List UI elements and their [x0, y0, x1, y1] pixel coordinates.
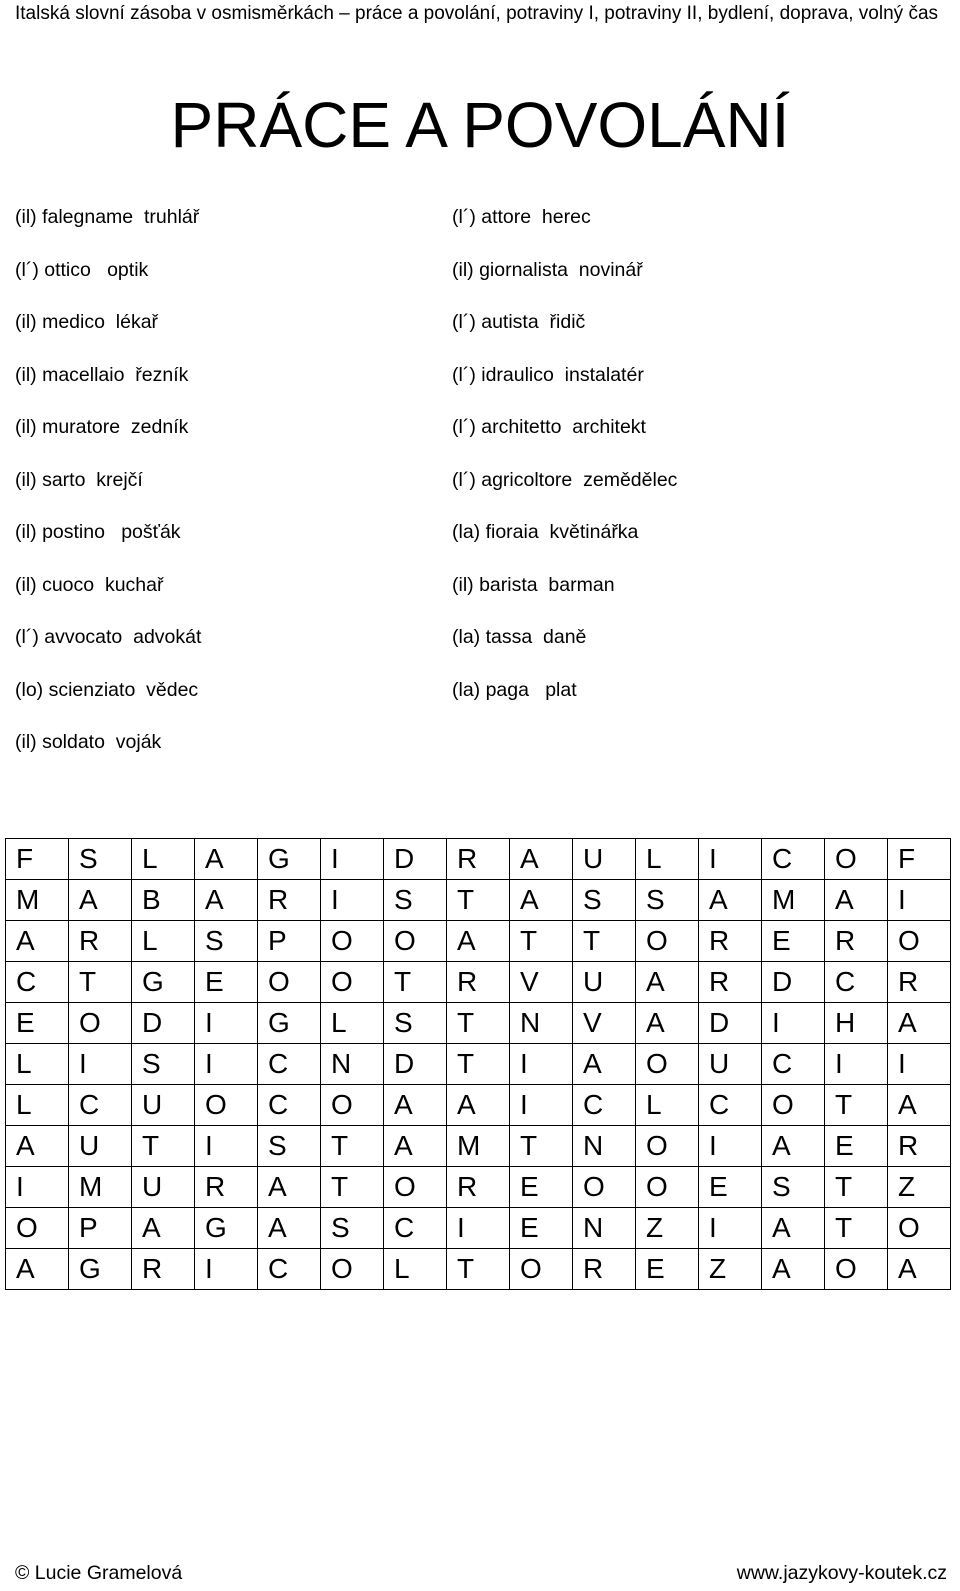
grid-cell: M — [762, 880, 825, 921]
vocab-item: (l´) agricoltore zemědělec — [452, 468, 678, 491]
grid-cell: C — [6, 962, 69, 1003]
grid-cell: C — [69, 1085, 132, 1126]
grid-cell: L — [636, 1085, 699, 1126]
grid-cell: S — [321, 1208, 384, 1249]
grid-cell: O — [762, 1085, 825, 1126]
vocab-list-left — [15, 203, 201, 781]
grid-cell: A — [636, 1003, 699, 1044]
grid-cell: C — [762, 1044, 825, 1085]
grid-cell: A — [195, 839, 258, 880]
grid-cell: O — [825, 839, 888, 880]
grid-cell: A — [195, 880, 258, 921]
grid-cell: U — [699, 1044, 762, 1085]
grid-cell: I — [447, 1208, 510, 1249]
grid-cell: I — [699, 1126, 762, 1167]
grid-cell: G — [258, 839, 321, 880]
grid-cell: I — [699, 839, 762, 880]
vocab-item: (il) barista barman — [452, 573, 615, 596]
grid-cell: O — [636, 1044, 699, 1085]
grid-cell: O — [888, 1208, 951, 1249]
grid-cell: B — [132, 880, 195, 921]
grid-cell: A — [636, 962, 699, 1003]
grid-cell: O — [888, 921, 951, 962]
grid-cell: S — [384, 1003, 447, 1044]
grid-cell: N — [573, 1208, 636, 1249]
grid-cell: R — [195, 1167, 258, 1208]
grid-cell: V — [510, 962, 573, 1003]
grid-cell: O — [636, 1126, 699, 1167]
grid-cell: U — [132, 1085, 195, 1126]
grid-cell: Z — [636, 1208, 699, 1249]
grid-cell: O — [321, 921, 384, 962]
grid-cell: R — [447, 1167, 510, 1208]
grid-cell: E — [195, 962, 258, 1003]
grid-cell: I — [699, 1208, 762, 1249]
grid-cell: I — [510, 1044, 573, 1085]
grid-cell: R — [132, 1249, 195, 1290]
grid-cell: C — [258, 1085, 321, 1126]
grid-cell: E — [699, 1167, 762, 1208]
grid-cell: T — [447, 1249, 510, 1290]
grid-cell: S — [762, 1167, 825, 1208]
vocab-item: (l´) autista řidič — [452, 311, 586, 333]
grid-cell: T — [510, 1126, 573, 1167]
grid-cell: R — [888, 962, 951, 1003]
page-title: PRÁCE A POVOLÁNÍ — [170, 89, 790, 161]
grid-cell: A — [447, 1085, 510, 1126]
vocab-item: (il) soldato voják — [15, 731, 162, 753]
grid-cell: T — [447, 880, 510, 921]
grid-cell: R — [69, 921, 132, 962]
grid-cell: G — [132, 962, 195, 1003]
grid-cell: A — [762, 1208, 825, 1249]
grid-cell: E — [510, 1208, 573, 1249]
grid-cell: D — [132, 1003, 195, 1044]
grid-cell: T — [69, 962, 132, 1003]
vocab-item: (l´) ottico optik — [15, 258, 149, 281]
grid-cell: C — [699, 1085, 762, 1126]
grid-cell: S — [573, 880, 636, 921]
grid-cell: L — [636, 839, 699, 880]
grid-cell: A — [6, 1126, 69, 1167]
grid-cell: V — [573, 1003, 636, 1044]
grid-row — [6, 1003, 951, 1044]
grid-cell: A — [888, 1003, 951, 1044]
grid-cell: C — [258, 1044, 321, 1085]
vocab-item: (il) postino pošťák — [15, 521, 181, 543]
grid-cell: A — [132, 1208, 195, 1249]
grid-cell: Z — [699, 1249, 762, 1290]
grid-cell: I — [6, 1167, 69, 1208]
document-header: Italská slovní zásoba v osmisměrkách – práce a povolání, potraviny I, potraviny II, bydlení, doprava, volný čas — [15, 3, 939, 24]
grid-cell: O — [636, 1167, 699, 1208]
grid-cell: S — [258, 1126, 321, 1167]
grid-cell: S — [132, 1044, 195, 1085]
grid-cell: A — [762, 1126, 825, 1167]
grid-cell: A — [384, 1085, 447, 1126]
grid-cell: M — [447, 1126, 510, 1167]
grid-cell: S — [636, 880, 699, 921]
grid-cell: C — [384, 1208, 447, 1249]
grid-cell: T — [447, 1044, 510, 1085]
grid-cell: M — [6, 880, 69, 921]
grid-cell: A — [447, 921, 510, 962]
grid-row — [6, 1167, 951, 1208]
grid-cell: F — [6, 839, 69, 880]
grid-cell: I — [195, 1044, 258, 1085]
vocab-item: (la) paga plat — [452, 678, 577, 701]
vocab-item: (il) cuoco kuchař — [15, 573, 164, 596]
footer-author: © Lucie Gramelová — [15, 1562, 183, 1584]
grid-cell: I — [510, 1085, 573, 1126]
vocab-item: (lo) scienziato vědec — [15, 678, 199, 701]
grid-cell: T — [321, 1126, 384, 1167]
grid-row — [6, 1249, 951, 1290]
grid-cell: U — [132, 1167, 195, 1208]
grid-cell: R — [258, 880, 321, 921]
grid-cell: I — [321, 839, 384, 880]
grid-cell: I — [825, 1044, 888, 1085]
grid-row — [6, 962, 951, 1003]
grid-cell: A — [258, 1208, 321, 1249]
grid-cell: O — [321, 962, 384, 1003]
grid-cell: P — [258, 921, 321, 962]
grid-cell: T — [384, 962, 447, 1003]
grid-cell: O — [384, 921, 447, 962]
grid-row — [6, 1044, 951, 1085]
vocab-item: (il) sarto krejčí — [15, 468, 143, 491]
grid-cell: A — [699, 880, 762, 921]
grid-cell: R — [699, 921, 762, 962]
vocab-item: (il) giornalista novinář — [452, 258, 643, 281]
grid-cell: O — [825, 1249, 888, 1290]
grid-cell: S — [195, 921, 258, 962]
grid-cell: L — [321, 1003, 384, 1044]
word-search-grid — [5, 838, 951, 1290]
grid-cell: A — [888, 1249, 951, 1290]
grid-cell: A — [6, 1249, 69, 1290]
grid-row — [6, 880, 951, 921]
grid-row — [6, 921, 951, 962]
grid-cell: R — [573, 1249, 636, 1290]
grid-cell: O — [69, 1003, 132, 1044]
grid-cell: S — [384, 880, 447, 921]
grid-row — [6, 1085, 951, 1126]
grid-cell: O — [384, 1167, 447, 1208]
grid-cell: I — [195, 1249, 258, 1290]
grid-cell: A — [510, 880, 573, 921]
grid-cell: I — [195, 1126, 258, 1167]
grid-cell: C — [825, 962, 888, 1003]
footer-website[interactable]: www.jazykovy-koutek.cz — [736, 1562, 947, 1584]
grid-cell: D — [762, 962, 825, 1003]
grid-cell: T — [825, 1167, 888, 1208]
grid-cell: Z — [888, 1167, 951, 1208]
grid-cell: L — [132, 921, 195, 962]
vocab-item: (il) medico lékař — [15, 311, 159, 333]
grid-cell: R — [699, 962, 762, 1003]
grid-cell: R — [447, 962, 510, 1003]
grid-cell: G — [69, 1249, 132, 1290]
vocab-item: (il) falegname truhlář — [15, 206, 200, 228]
grid-cell: C — [762, 839, 825, 880]
grid-cell: A — [384, 1126, 447, 1167]
grid-cell: U — [573, 962, 636, 1003]
grid-cell: L — [384, 1249, 447, 1290]
grid-cell: D — [384, 839, 447, 880]
grid-cell: E — [6, 1003, 69, 1044]
grid-cell: E — [825, 1126, 888, 1167]
grid-cell: N — [573, 1126, 636, 1167]
grid-cell: R — [447, 839, 510, 880]
grid-cell: A — [573, 1044, 636, 1085]
grid-cell: O — [321, 1085, 384, 1126]
grid-cell: T — [573, 921, 636, 962]
grid-cell: N — [510, 1003, 573, 1044]
grid-cell: F — [888, 839, 951, 880]
grid-cell: G — [258, 1003, 321, 1044]
vocab-list-right — [452, 203, 677, 728]
grid-cell: T — [825, 1208, 888, 1249]
grid-row — [6, 1208, 951, 1249]
grid-cell: L — [6, 1085, 69, 1126]
vocab-item: (la) tassa daně — [452, 626, 587, 648]
grid-cell: T — [132, 1126, 195, 1167]
grid-cell: A — [258, 1167, 321, 1208]
grid-cell: H — [825, 1003, 888, 1044]
grid-cell: L — [132, 839, 195, 880]
grid-cell: D — [384, 1044, 447, 1085]
grid-cell: T — [510, 921, 573, 962]
grid-cell: N — [321, 1044, 384, 1085]
grid-cell: E — [636, 1249, 699, 1290]
vocab-item: (la) fioraia květinářka — [452, 521, 639, 543]
vocab-item: (l´) architetto architekt — [452, 416, 646, 438]
grid-cell: I — [195, 1003, 258, 1044]
grid-cell: L — [6, 1044, 69, 1085]
grid-cell: O — [636, 921, 699, 962]
grid-cell: A — [6, 921, 69, 962]
grid-cell: C — [258, 1249, 321, 1290]
grid-cell: O — [321, 1249, 384, 1290]
grid-row — [6, 839, 951, 880]
grid-cell: I — [321, 880, 384, 921]
grid-cell: O — [258, 962, 321, 1003]
grid-cell: A — [888, 1085, 951, 1126]
grid-cell: A — [825, 880, 888, 921]
grid-cell: T — [447, 1003, 510, 1044]
grid-cell: I — [762, 1003, 825, 1044]
vocab-item: (l´) avvocato advokát — [15, 626, 202, 648]
grid-cell: S — [69, 839, 132, 880]
grid-cell: E — [762, 921, 825, 962]
vocab-item: (il) muratore zedník — [15, 416, 189, 438]
grid-cell: G — [195, 1208, 258, 1249]
vocab-item: (l´) idraulico instalatér — [452, 363, 644, 386]
grid-cell: I — [888, 880, 951, 921]
grid-cell: O — [510, 1249, 573, 1290]
grid-cell: C — [573, 1085, 636, 1126]
grid-cell: A — [762, 1249, 825, 1290]
grid-cell: O — [195, 1085, 258, 1126]
grid-row — [6, 1126, 951, 1167]
grid-cell: O — [573, 1167, 636, 1208]
grid-cell: T — [825, 1085, 888, 1126]
grid-cell: D — [699, 1003, 762, 1044]
grid-cell: R — [825, 921, 888, 962]
grid-cell: P — [69, 1208, 132, 1249]
grid-cell: E — [510, 1167, 573, 1208]
grid-cell: M — [69, 1167, 132, 1208]
grid-cell: I — [888, 1044, 951, 1085]
grid-cell: T — [321, 1167, 384, 1208]
grid-cell: A — [510, 839, 573, 880]
vocab-item: (l´) attore herec — [452, 206, 591, 228]
grid-cell: U — [573, 839, 636, 880]
grid-cell: I — [69, 1044, 132, 1085]
grid-cell: U — [69, 1126, 132, 1167]
vocab-item: (il) macellaio řezník — [15, 363, 189, 386]
grid-cell: R — [888, 1126, 951, 1167]
grid-cell: O — [6, 1208, 69, 1249]
grid-cell: A — [69, 880, 132, 921]
